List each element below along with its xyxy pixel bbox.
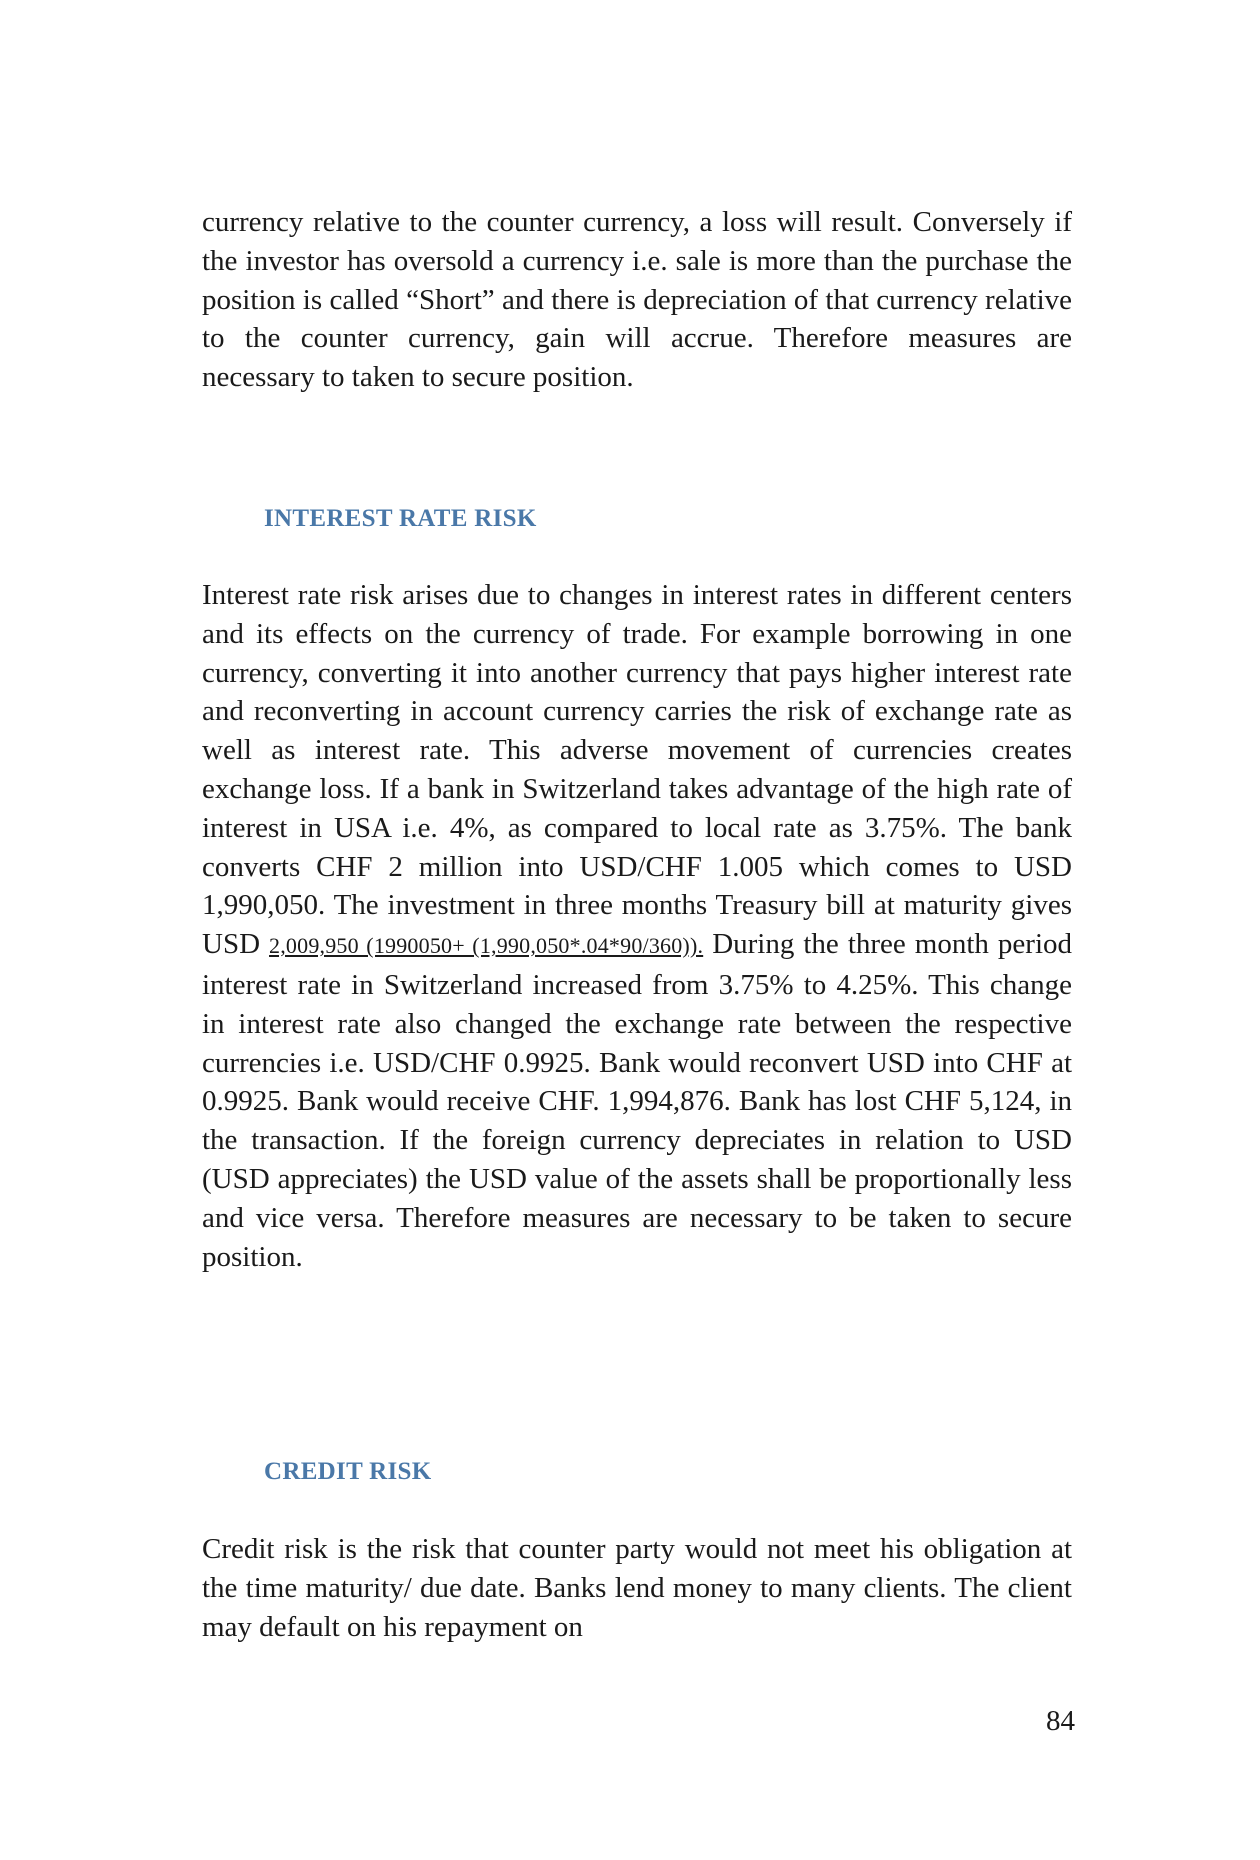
page-number: 84: [1046, 1705, 1075, 1737]
paragraph-credit-risk: Credit risk is the risk that counter party would not meet his obligation at the time maturity/ due date. Banks lend money to many clients. The client may default on his repayment on: [202, 1533, 1072, 1643]
heading-credit-risk: CREDIT RISK: [264, 1458, 432, 1485]
paragraph-text-segment: Interest rate risk arises due to changes in interest rates in different centers and its effects on the currency of trade. For example borrowing in one currency, converting it into another currency that pays higher interest rate and reconverting in account currency carries the risk of exchange rate as well as interest rate. This adverse movement of currencies creates exchange loss. If a bank in Switzerland takes advantage of the high rate of interest in USA i.e. 4%, as compared to local rate as 3.75%. The bank converts CHF 2 million into USD/CHF 1.005 which comes to USD 1,990,050. The investment in three months Treasury bill at maturity gives USD: [202, 579, 1072, 961]
paragraph-interest-rate-risk: [202, 576, 1072, 1276]
heading-interest-rate-risk: INTEREST RATE RISK: [264, 505, 537, 532]
calculation-note: 2,009,950 (1990050+ (1,990,050*.04*90/360)).: [269, 933, 704, 959]
paragraph-text-segment: During the three month period interest rate in Switzerland increased from 3.75% to 4.25%. This change in interest rate also changed the exchange rate between the respective currencies i.e. USD/CHF 0.9925. Bank would reconvert USD into CHF at 0.9925. Bank would receive CHF. 1,994,876. Bank has lost CHF 5,124, in the transaction. If the foreign currency depreciates in relation to USD (USD appreciates) the USD value of the assets shall be proportionally less and vice versa. Therefore measures are necessary to be taken to secure position.: [202, 928, 1072, 1273]
paragraph-currency-position: currency relative to the counter currency, a loss will result. Conversely if the investor has oversold a currency i.e. sale is more than the purchase the position is called “Short” and there is depreciation of that currency relative to the counter currency, gain will accrue. Therefore measures are necessary to taken to secure position.: [202, 206, 1072, 394]
